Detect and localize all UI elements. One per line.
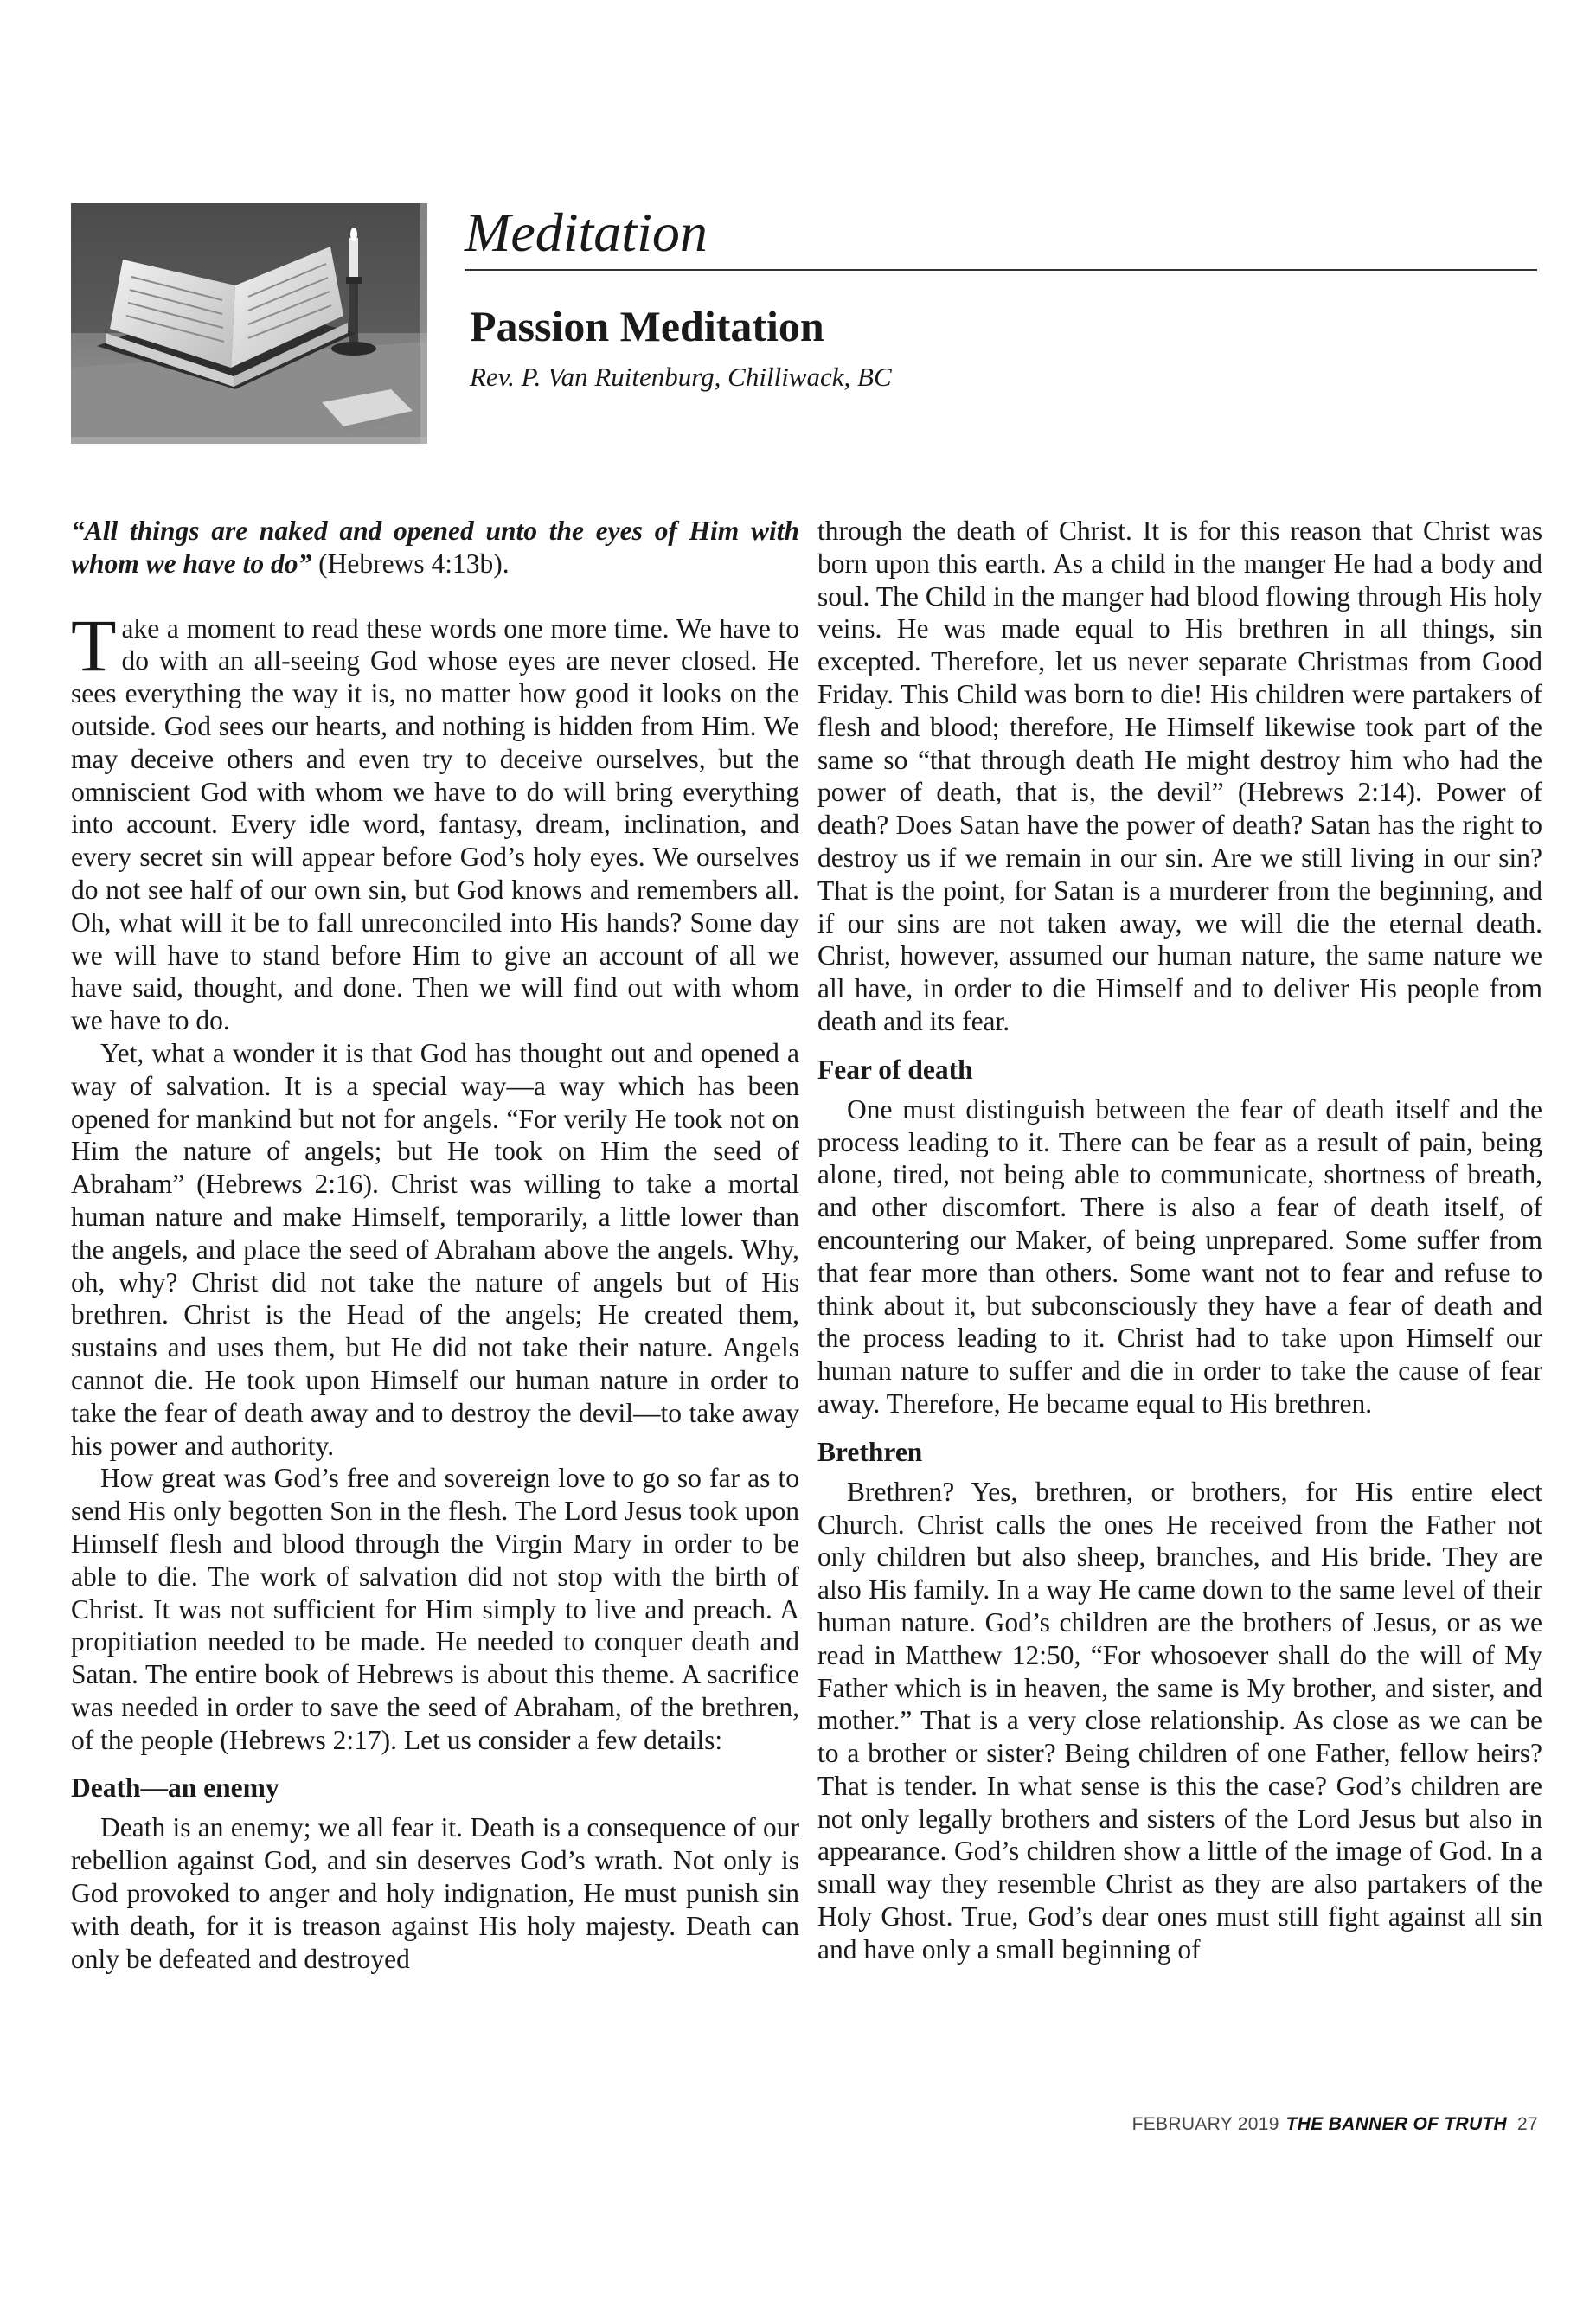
page-number: 27 bbox=[1517, 2114, 1538, 2134]
body-paragraph: Brethren? Yes, brethren, or brothers, for His entire elect Church. Christ calls the ones He received from the Father not only children but also sheep, branches, and His bride. They are also His family. In a way He came down to the same level of their human nature. God’s children are the brothers of Jesus, or as we read in Matthew 12:50, “For whosoever shall do the will of My Father which is in heaven, the same is My brother, and sister, and mother.” That is a very close relationship. As close as we can be to a brother or sister? Being children of one Father, fellow heirs? That is tender. In what sense is this the case? God’s children are not only legally brothers and sisters of the Lord Jesus but also in appearance. God’s children show a little of the image of God. In a small way they resemble Christ as they are also partakers of the Holy Ghost. True, God’s dear ones must still fight against all sin and have only a small beginning of bbox=[817, 1476, 1542, 1965]
body-paragraph bbox=[71, 603, 799, 1037]
subheading: Fear of death bbox=[817, 1054, 973, 1085]
page-footer bbox=[1132, 2114, 1538, 2135]
subheading: Brethren bbox=[817, 1436, 923, 1467]
author-byline: Rev. P. Van Ruitenburg, Chilliwack, BC bbox=[470, 362, 892, 392]
article-title: Passion Meditation bbox=[470, 302, 824, 350]
epigraph-quote: “All things are naked and opened unto the eyes of Him with whom we have to do” bbox=[71, 516, 799, 579]
header-divider bbox=[465, 269, 1537, 271]
epigraph bbox=[71, 515, 799, 580]
left-column bbox=[71, 515, 799, 1975]
issue-date: FEBRUARY 2019 bbox=[1131, 2114, 1279, 2134]
body-paragraph: One must distinguish between the fear of death itself and the process leading to it. There can be fear as a result of pain, being alone, tired, not being able to communicate, shortness of breath, and other discomfort. There is also a fear of death itself, of encountering our Maker, of being unprepared. Some suffer from that fear more than others. Some want not to fear and refuse to think about it, but subconsciously they have a fear of death and the process leading to it. Christ had to take upon Himself our human nature to suffer and die in order to take the cause of fear away. Therefore, He became equal to His brethren. bbox=[817, 1093, 1542, 1419]
paragraph-text: ake a moment to read these words one more time. We have to do with an all-seeing God whose eyes are never closed. He sees everything the way it is, no matter how good it looks on the outside. God sees our hearts, and nothing is hidden from Him. We may deceive others and even try to deceive ourselves, but the omniscient God with whom we have to do will bring everything into account. Every idle word, fantasy, dream, inclination, and every secret sin will appear before God’s holy eyes. We ourselves do not see half of our own sin, but God knows and remembers all. Oh, what will it be to fall unreconciled into His hands? Some day we will have to stand before Him to give an account of all we have said, thought, and done. Then we will find out with whom we have to do. bbox=[71, 612, 799, 1036]
body-paragraph: through the death of Christ. It is for this reason that Christ was born upon this earth. As a child in the manger He had a body and soul. The Child in the manger had blood flowing through His holy veins. He was made equal to His brethren in all things, sin excepted. Therefore, let us never separate Christmas from Good Friday. This Child was born to die! His children were partakers of flesh and blood; therefore, He Himself likewise took part of the same so “that through death He might destroy him who had the power of death, that is, the devil” (Hebrews 2:14). Power of death? Does Satan have the power of death? Satan has the right to destroy us if we remain in our sin. Are we still living in our sin? That is the point, for Satan is a murderer from the beginning, and if our sins are not taken away, we will die the eternal death. Christ, however, assumed our human nature, the same nature we all have, in order to die Himself and to deliver His people from death and its fear. bbox=[817, 516, 1542, 1036]
publication-name: THE BANNER OF TRUTH bbox=[1285, 2114, 1508, 2134]
drop-cap: T bbox=[71, 603, 117, 687]
body-paragraph: How great was God’s free and sovereign love to go so far as to send His only begotten Son in the flesh. The Lord Jesus took upon Himself flesh and blood through the Virgin Mary in order to be able to die. The work of salvation did not stop with the birth of Christ. It was not sufficient for Him simply to live and preach. A propitiation needed to be made. He needed to conquer death and Satan. The entire book of Hebrews is about this theme. A sacrifice was needed in order to save the seed of Abraham, of the brethren, of the people (Hebrews 2:17). Let us consider a few details: bbox=[71, 1463, 799, 1755]
epigraph-reference: (Hebrews 4:13b). bbox=[311, 548, 510, 579]
section-title: Meditation bbox=[465, 202, 708, 263]
body-paragraph: Yet, what a wonder it is that God has thought out and opened a way of salvation. It is a special way—a way which has been opened for mankind but not for angels. “For verily He took not on Him the nature of angels; but He took on Him the seed of Abraham” (Hebrews 2:16). Christ was willing to take a mortal human nature and make Himself, temporarily, a little lower than the angels, and place the seed of Abraham above the angels. Why, oh, why? Christ did not take the nature of angels but of His brethren. Christ is the Head of the angels; He created them, sustains and uses them, but He did not take their nature. Angels cannot die. He took upon Himself our human nature in order to take the fear of death away and to destroy the devil—to take away his power and authority. bbox=[71, 1037, 799, 1461]
right-column bbox=[817, 515, 1542, 1966]
body-paragraph: Death is an enemy; we all fear it. Death is a consequence of our rebellion against God, and sin deserves God’s wrath. Not only is God provoked to anger and holy indignation, He must punish sin with death, for it is treason against His holy majesty. Death can only be defeated and destroyed bbox=[71, 1812, 799, 1974]
subheading: Death—an enemy bbox=[71, 1772, 279, 1804]
open-bible-with-candle-illustration bbox=[71, 203, 427, 444]
